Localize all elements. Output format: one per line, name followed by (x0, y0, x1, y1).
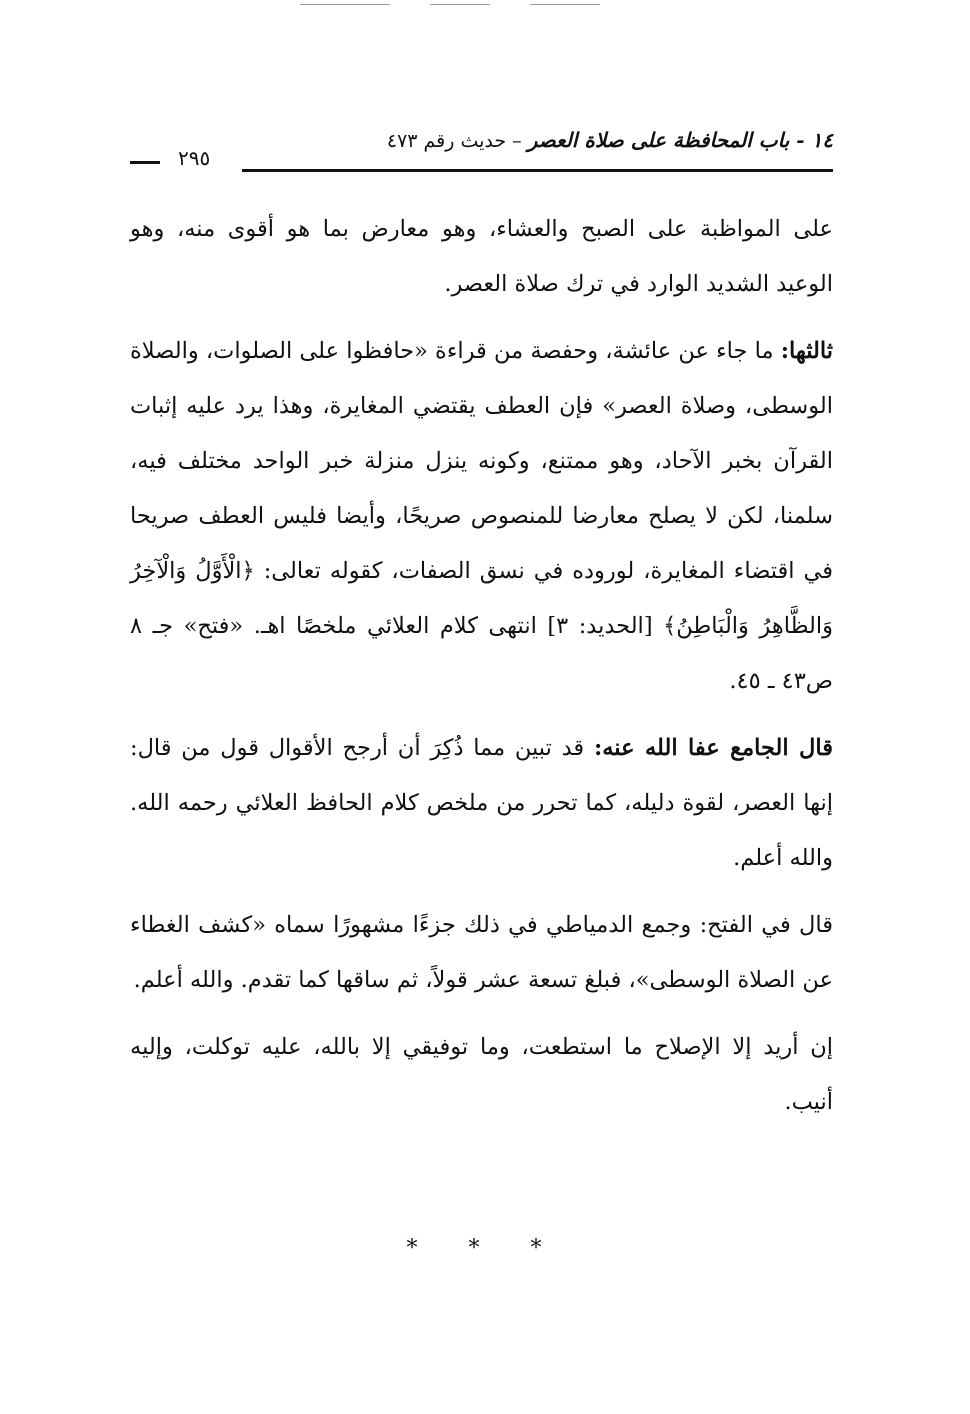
hadith-ref: – حديث رقم ٤٧٣ (386, 130, 522, 152)
paragraph-5 (130, 1020, 833, 1130)
section-separator: * * * (406, 1236, 564, 1261)
page-number: ٢٩٥ (178, 146, 211, 170)
paragraph-2 (130, 324, 833, 709)
paragraph-4 (130, 898, 833, 1008)
header-dash (130, 161, 160, 164)
top-edge-marks (300, 4, 630, 6)
page-body (130, 202, 833, 1142)
chapter-title (387, 128, 833, 152)
paragraph-text: قد تبين مما ذُكِرَ أن أرجح الأقوال قول من قال: إنها العصر، لقوة دليله، كما تحرر من ملخص كلام الحافظ العلائي رحمه الله. والله أعلم. (130, 735, 833, 871)
chapter-name: ١٤ - باب المحافظة على صلاة العصر (527, 128, 833, 152)
paragraph-lead: قال الجامع عفا الله عنه: (593, 735, 833, 761)
paragraph-text: قال في الفتح: وجمع الدمياطي في ذلك جزءًا مشهورًا سماه «كشف الغطاء عن الصلاة الوسطى»، فبلغ تسعة عشر قولاً، ثم ساقها كما تقدم. والله أعلم. (130, 912, 833, 993)
header-rule (242, 169, 833, 172)
paragraph-lead: ثالثها: (780, 338, 833, 364)
paragraph-text: ما جاء عن عائشة، وحفصة من قراءة «حافظوا على الصلوات، والصلاة الوسطى، وصلاة العصر» فإن العطف يقتضي المغايرة، وهذا يرد عليه إثبات القرآن بخبر الآحاد، وهو ممتنع، وكونه ينزل منزلة خبر الواحد مختلف فيه، سلمنا، لكن لا يصلح معارضا للمنصوص صريحًا، وأيضا فليس العطف صريحا في اقتضاء المغايرة، لوروده في نسق الصفات، كقوله تعالى: ﴿الْأَوَّلُ وَالْآخِرُ وَالظَّاهِرُ وَالْبَاطِنُ﴾ [الحديد: ٣] انتهى كلام العلائي ملخصًا اهـ. «فتح» جـ ٨ ص٤٣ ـ ٤٥. (130, 338, 833, 694)
paragraph-text: على المواظبة على الصبح والعشاء، وهو معارض بما هو أقوى منه، وهو الوعيد الشديد الوارد في ترك صلاة العصر. (130, 216, 833, 297)
paragraph-text: إن أريد إلا الإصلاح ما استطعت، وما توفيقي إلا بالله، عليه توكلت، وإليه أنيب. (130, 1034, 833, 1115)
paragraph-1 (130, 202, 833, 312)
running-header (130, 128, 833, 180)
paragraph-3 (130, 721, 833, 886)
